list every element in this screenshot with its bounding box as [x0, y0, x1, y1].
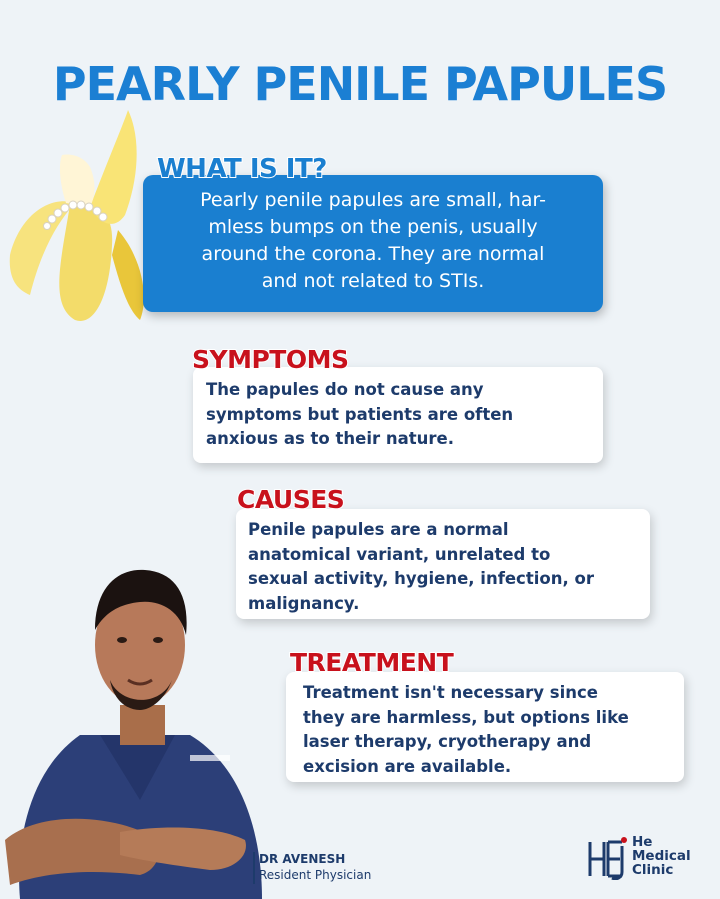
what-line: mless bumps on the penis, usually — [208, 216, 538, 238]
symptoms-text — [206, 378, 513, 452]
logo-line: He — [632, 834, 653, 850]
causes-line: Penile papules are a normal — [248, 520, 509, 539]
symptoms-line: anxious as to their nature. — [206, 429, 454, 448]
what-is-it-heading: WHAT IS IT? — [157, 154, 327, 184]
what-line: around the corona. They are normal — [201, 243, 545, 265]
symptoms-line: symptoms but patients are often — [206, 404, 514, 424]
doctor-name: DR AVENESH — [259, 852, 346, 866]
causes-line: sexual activity, hygiene, infection, or — [248, 569, 594, 588]
causes-heading: CAUSES — [237, 485, 345, 514]
logo-line: Clinic — [632, 862, 674, 878]
banana-illustration — [0, 95, 160, 325]
causes-text — [248, 518, 594, 616]
causes-line: anatomical variant, unrelated to — [248, 544, 551, 564]
logo-line: Medical — [632, 848, 691, 864]
clinic-logo-text — [632, 835, 712, 877]
doctor-caption-divider — [253, 852, 255, 884]
page-title: PEARLY PENILE PAPULES — [52, 56, 668, 111]
treatment-text — [303, 681, 629, 779]
what-line: and not related to STIs. — [261, 270, 485, 292]
causes-line: malignancy. — [248, 593, 360, 613]
treatment-line: excision are available. — [303, 756, 512, 776]
doctor-photo — [0, 540, 270, 899]
doctor-role: Resident Physician — [259, 868, 372, 882]
clinic-logo-icon — [586, 836, 628, 880]
treatment-line: they are harmless, but options like — [303, 707, 629, 727]
treatment-line: Treatment isn't necessary since — [303, 683, 598, 702]
symptoms-line: The papules do not cause any — [206, 380, 484, 399]
treatment-line: laser therapy, cryotherapy and — [303, 732, 592, 751]
symptoms-heading: SYMPTOMS — [192, 345, 349, 374]
treatment-heading: TREATMENT — [290, 648, 454, 677]
what-line: Pearly penile papules are small, har- — [200, 189, 546, 211]
what-is-it-text — [153, 187, 593, 295]
